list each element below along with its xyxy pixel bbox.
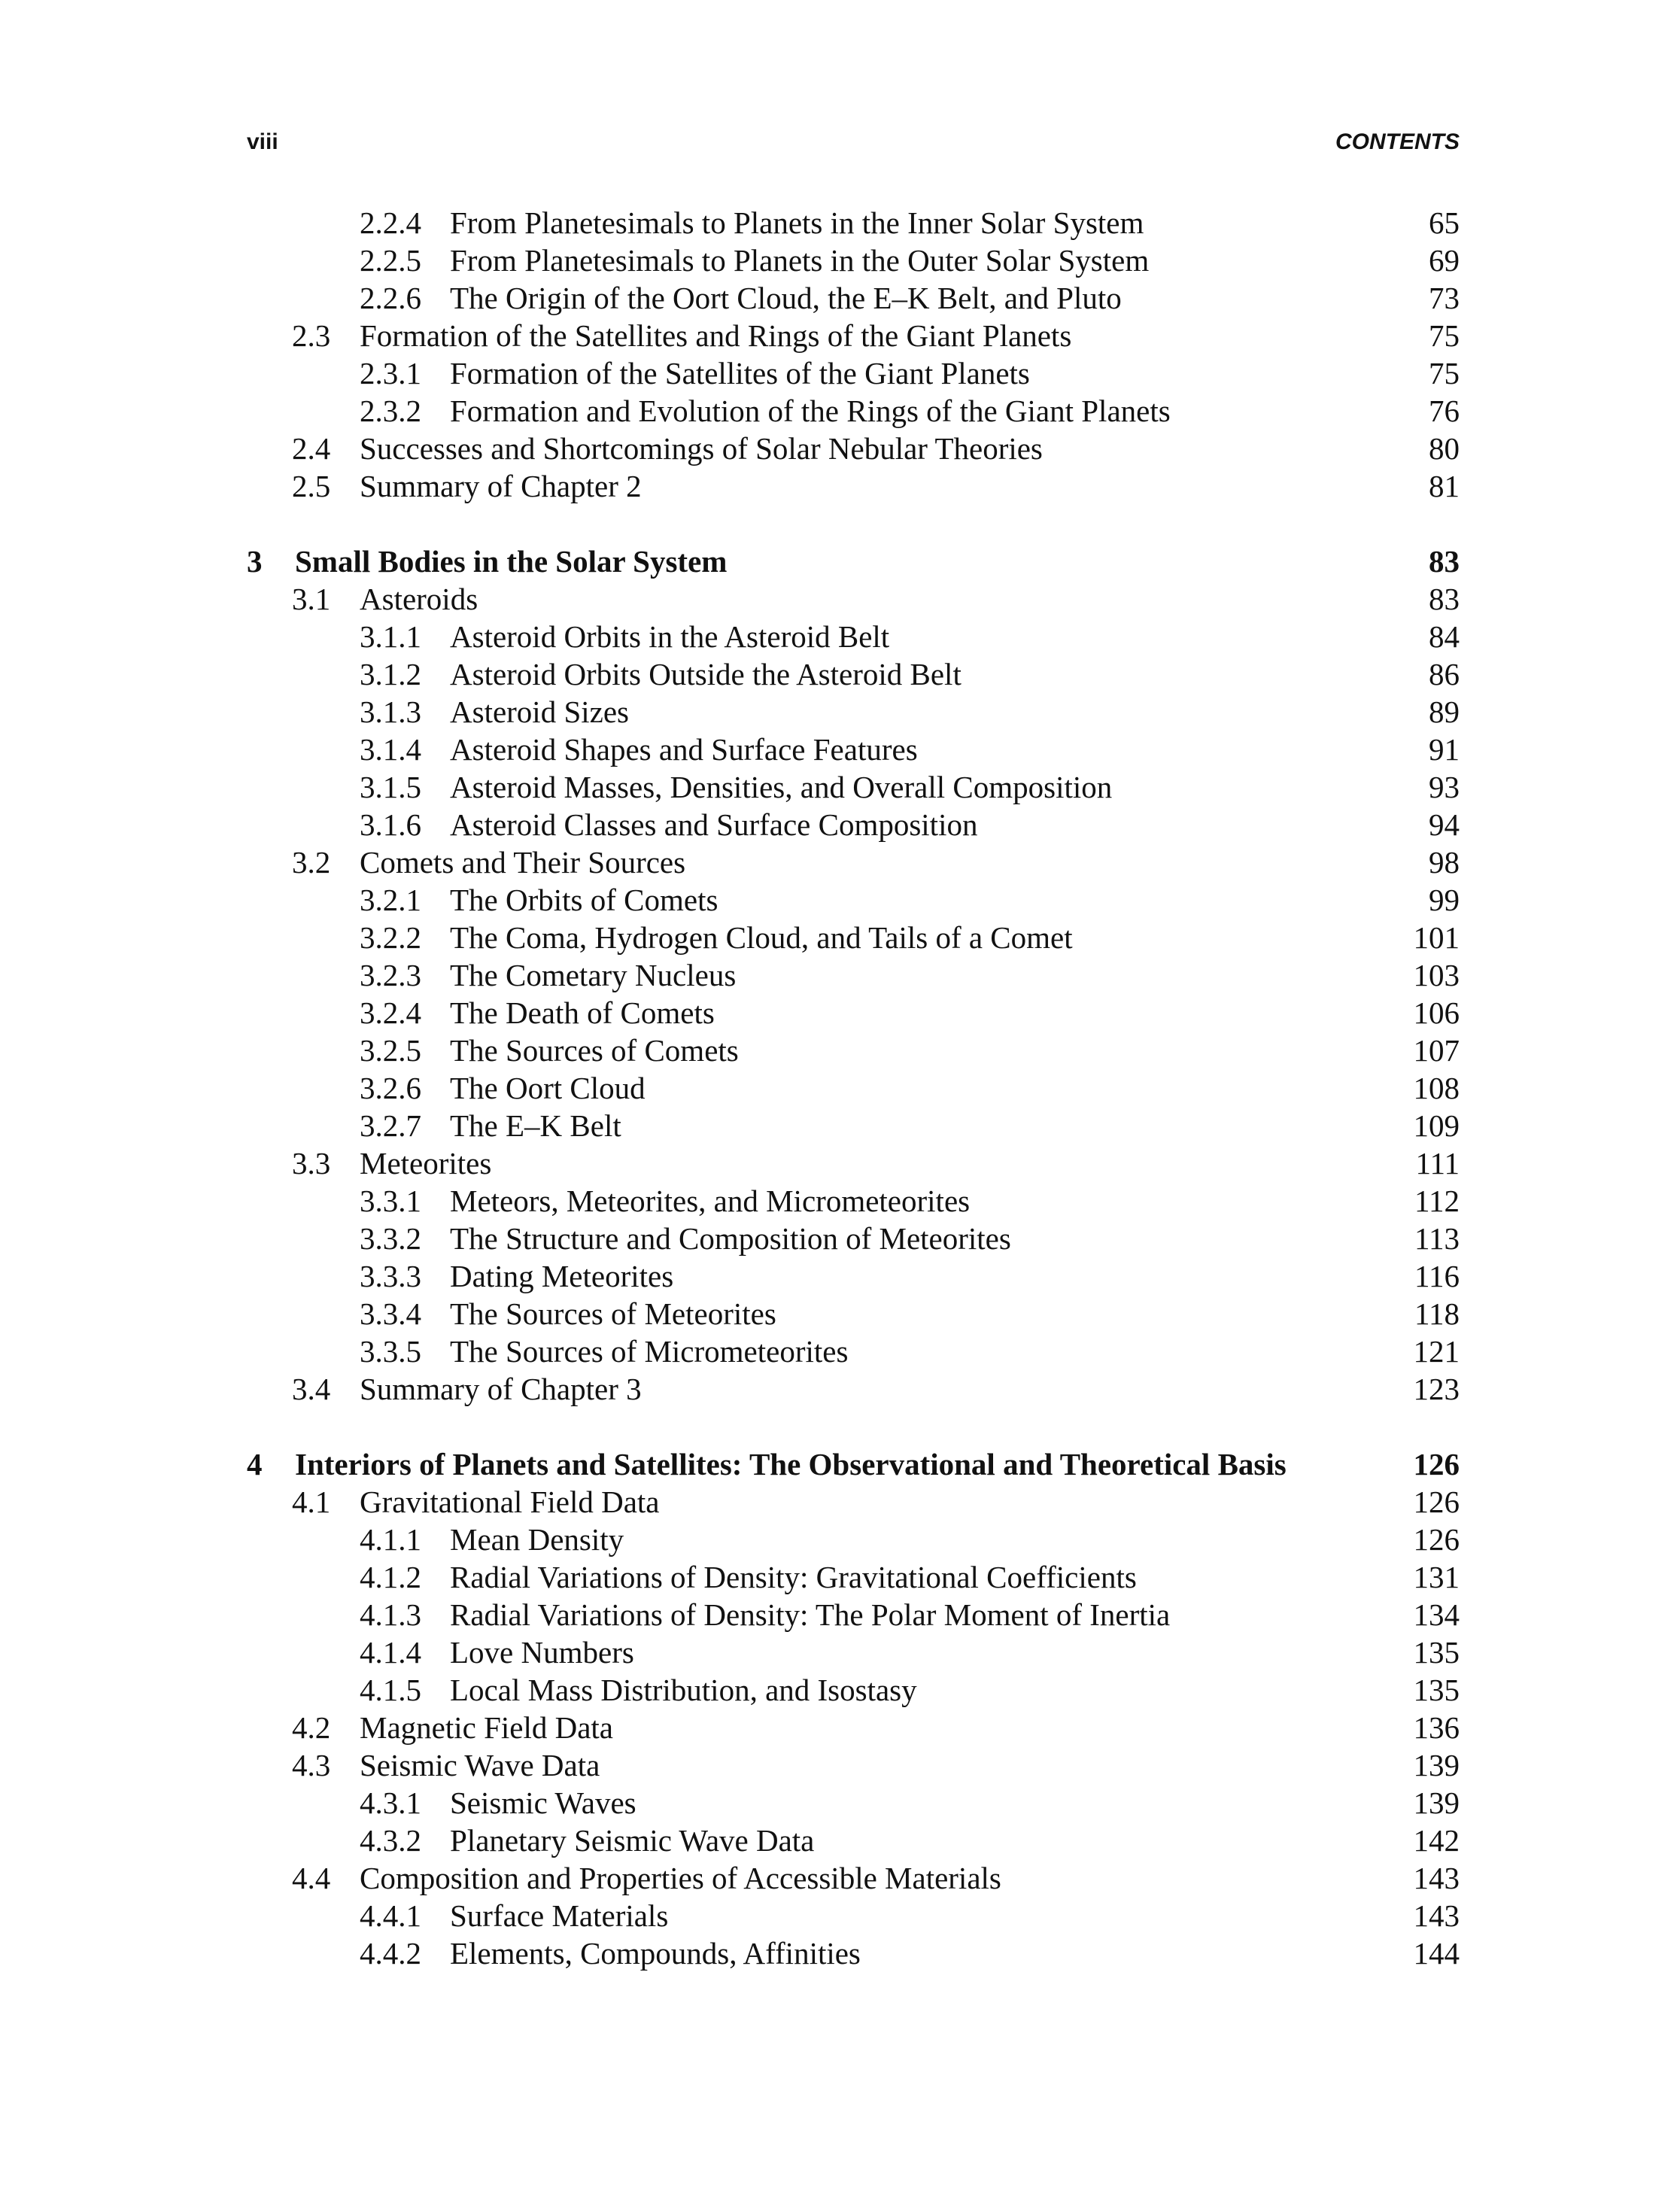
toc-entry-title: Asteroid Orbits Outside the Asteroid Belt (450, 657, 962, 691)
toc-entry-number: 3.1.4 (360, 732, 421, 767)
toc-entry-page: 89 (1429, 694, 1460, 729)
toc-section-entry (247, 1483, 1460, 1521)
toc-entry-title: Dating Meteorites (450, 1259, 674, 1293)
toc-entry-page: 91 (1429, 732, 1460, 767)
toc-section-entry (247, 430, 1460, 467)
toc-entry-title: Seismic Wave Data (360, 1748, 600, 1782)
toc-entry-number: 2.2.4 (360, 205, 421, 240)
toc-entry-page: 131 (1413, 1560, 1460, 1594)
toc-chapter-entry (247, 1445, 1460, 1483)
toc-subsection-entry (247, 1558, 1460, 1596)
toc-entry-title: Meteors, Meteorites, and Micrometeorites (450, 1184, 971, 1218)
toc-subsection-entry (247, 1521, 1460, 1558)
toc-subsection-entry (247, 1897, 1460, 1934)
toc-entry-page: 139 (1413, 1785, 1460, 1820)
toc-entry-page: 99 (1429, 883, 1460, 917)
toc-entry-number: 4.2 (292, 1710, 331, 1745)
toc-entry-title: Asteroid Sizes (450, 694, 629, 729)
toc-entry-number: 4.4 (292, 1861, 331, 1895)
toc-entry-title: Asteroid Classes and Surface Composition (450, 807, 978, 842)
toc-subsection-entry (247, 655, 1460, 693)
toc-entry-page: 81 (1429, 469, 1460, 503)
toc-entry-title: The Sources of Micrometeorites (450, 1334, 849, 1369)
toc-entry-number: 4.4.1 (360, 1898, 421, 1933)
toc-entry-title: The Orbits of Comets (450, 883, 718, 917)
toc-entry-number: 2.3 (292, 318, 331, 353)
toc-entry-page: 126 (1413, 1522, 1460, 1557)
toc-entry-title: The Origin of the Oort Cloud, the E–K Belt, and Pluto (450, 281, 1122, 315)
toc-entry-number: 2.2.6 (360, 281, 421, 315)
toc-entry-page: 108 (1413, 1071, 1460, 1105)
toc-entry-number: 3.3.4 (360, 1296, 421, 1331)
toc-entry-title: Small Bodies in the Solar System (295, 544, 728, 579)
toc-entry-title: Formation and Evolution of the Rings of the Giant Planets (450, 394, 1171, 428)
toc-entry-page: 69 (1429, 243, 1460, 278)
toc-section-entry (247, 317, 1460, 354)
toc-subsection-entry (247, 204, 1460, 242)
toc-entry-title: Summary of Chapter 2 (360, 469, 642, 503)
toc-entry-page: 121 (1413, 1334, 1460, 1369)
toc-entry-title: The Coma, Hydrogen Cloud, and Tails of a Comet (450, 920, 1073, 955)
toc-section-entry (247, 1370, 1460, 1408)
toc-entry-number: 2.2.5 (360, 243, 421, 278)
toc-entry-number: 3.3 (292, 1146, 331, 1181)
page-header (247, 129, 1460, 167)
toc-entry-title: The Oort Cloud (450, 1071, 646, 1105)
toc-subsection-entry (247, 1220, 1460, 1257)
toc-subsection-entry (247, 242, 1460, 279)
toc-subsection-entry (247, 1107, 1460, 1144)
toc-entry-number: 3.4 (292, 1372, 331, 1406)
toc-subsection-entry (247, 1333, 1460, 1370)
toc-entry-number: 2.3.2 (360, 394, 421, 428)
toc-subsection-entry (247, 279, 1460, 317)
toc-entry-title: Asteroid Orbits in the Asteroid Belt (450, 619, 890, 654)
toc-subsection-entry (247, 881, 1460, 919)
toc-entry-number: 3.2.2 (360, 920, 421, 955)
toc-entry-title: Planetary Seismic Wave Data (450, 1823, 815, 1858)
toc-entry-number: 3.1 (292, 582, 331, 616)
toc-entry-page: 135 (1413, 1673, 1460, 1707)
page-folio: viii (247, 129, 278, 154)
toc-entry-page: 135 (1413, 1635, 1460, 1670)
toc-entry-page: 94 (1429, 807, 1460, 842)
toc-entry-title: Love Numbers (450, 1635, 634, 1670)
toc-entry-title: Meteorites (360, 1146, 492, 1181)
toc-entry-page: 118 (1414, 1296, 1460, 1331)
toc-entry-title: The Cometary Nucleus (450, 958, 737, 992)
toc-entry-title: Formation of the Satellites and Rings of the Giant Planets (360, 318, 1072, 353)
toc-entry-page: 98 (1429, 845, 1460, 880)
toc-entry-page: 143 (1413, 1861, 1460, 1895)
toc-entry-title: The E–K Belt (450, 1108, 621, 1143)
toc-entry-number: 4.1.2 (360, 1560, 421, 1594)
toc-entry-page: 109 (1413, 1108, 1460, 1143)
toc-entry-number: 3.1.1 (360, 619, 421, 654)
toc-entry-number: 3.2 (292, 845, 331, 880)
toc-entry-title: Elements, Compounds, Affinities (450, 1936, 861, 1971)
toc-entry-number: 3.2.1 (360, 883, 421, 917)
toc-entry-number: 3.2.7 (360, 1108, 421, 1143)
toc-subsection-entry (247, 1032, 1460, 1069)
toc-entry-number: 4.3.1 (360, 1785, 421, 1820)
toc-entry-title: From Planetesimals to Planets in the Outer Solar System (450, 243, 1150, 278)
toc-entry-page: 80 (1429, 431, 1460, 466)
toc-entry-title: Asteroid Shapes and Surface Features (450, 732, 918, 767)
toc-entry-page: 83 (1429, 582, 1460, 616)
toc-entry-page: 123 (1413, 1372, 1460, 1406)
toc-subsection-entry (247, 806, 1460, 843)
toc-entry-page: 76 (1429, 394, 1460, 428)
toc-entry-title: The Sources of Meteorites (450, 1296, 776, 1331)
toc-section-entry (247, 467, 1460, 505)
toc-entry-page: 111 (1415, 1146, 1460, 1181)
toc-entry-title: Radial Variations of Density: The Polar Moment of Inertia (450, 1597, 1171, 1632)
toc-entry-page: 84 (1429, 619, 1460, 654)
toc-chapter-entry (247, 542, 1460, 580)
toc-subsection-entry (247, 392, 1460, 430)
toc-subsection-entry (247, 731, 1460, 768)
toc-entry-number: 4.3.2 (360, 1823, 421, 1858)
toc-subsection-entry (247, 354, 1460, 392)
toc-entry-number: 3.3.1 (360, 1184, 421, 1218)
toc-section-entry (247, 843, 1460, 881)
toc-section-entry (247, 1144, 1460, 1182)
toc-subsection-entry (247, 1182, 1460, 1220)
running-head: CONTENTS (1335, 129, 1460, 154)
toc-entry-title: Surface Materials (450, 1898, 669, 1933)
toc-subsection-entry (247, 1784, 1460, 1822)
toc-entry-number: 3.1.6 (360, 807, 421, 842)
toc-section-entry (247, 1709, 1460, 1746)
toc-subsection-entry (247, 693, 1460, 731)
toc-entry-number: 2.5 (292, 469, 331, 503)
toc-entry-page: 65 (1429, 205, 1460, 240)
toc-entry-title: Composition and Properties of Accessible Materials (360, 1861, 1001, 1895)
toc-subsection-entry (247, 1633, 1460, 1671)
toc-entry-number: 4.1.3 (360, 1597, 421, 1632)
toc-entry-title: Successes and Shortcomings of Solar Nebular Theories (360, 431, 1043, 466)
toc-subsection-entry (247, 1822, 1460, 1859)
toc-entry-number: 3.1.5 (360, 770, 421, 804)
toc-entry-page: 136 (1413, 1710, 1460, 1745)
toc-entry-title: Comets and Their Sources (360, 845, 686, 880)
toc-entry-number: 4.1.1 (360, 1522, 421, 1557)
table-of-contents (247, 204, 1460, 1972)
toc-entry-number: 4.4.2 (360, 1936, 421, 1971)
toc-entry-title: Asteroid Masses, Densities, and Overall Composition (450, 770, 1113, 804)
toc-entry-title: Seismic Waves (450, 1785, 636, 1820)
toc-entry-page: 86 (1429, 657, 1460, 691)
toc-entry-page: 113 (1414, 1221, 1460, 1256)
toc-entry-page: 144 (1413, 1936, 1460, 1971)
toc-entry-title: Radial Variations of Density: Gravitational Coefficients (450, 1560, 1137, 1594)
toc-entry-page: 112 (1414, 1184, 1460, 1218)
toc-section-entry (247, 1746, 1460, 1784)
toc-entry-number: 4.3 (292, 1748, 331, 1782)
toc-subsection-entry (247, 768, 1460, 806)
toc-entry-page: 75 (1429, 318, 1460, 353)
toc-entry-title: Summary of Chapter 3 (360, 1372, 642, 1406)
toc-entry-number: 3.1.2 (360, 657, 421, 691)
toc-entry-page: 143 (1413, 1898, 1460, 1933)
toc-entry-number: 4.1 (292, 1484, 331, 1519)
toc-entry-number: 3.3.3 (360, 1259, 421, 1293)
toc-subsection-entry (247, 956, 1460, 994)
toc-entry-number: 3.2.3 (360, 958, 421, 992)
toc-entry-page: 73 (1429, 281, 1460, 315)
toc-entry-page: 107 (1413, 1033, 1460, 1068)
toc-subsection-entry (247, 1934, 1460, 1972)
toc-entry-page: 106 (1413, 995, 1460, 1030)
toc-entry-page: 126 (1413, 1484, 1460, 1519)
toc-entry-title: Magnetic Field Data (360, 1710, 614, 1745)
toc-entry-number: 3.2.5 (360, 1033, 421, 1068)
toc-entry-number: 3.2.6 (360, 1071, 421, 1105)
toc-subsection-entry (247, 1671, 1460, 1709)
toc-entry-number: 3 (247, 544, 263, 579)
toc-entry-title: Local Mass Distribution, and Isostasy (450, 1673, 917, 1707)
toc-subsection-entry (247, 1257, 1460, 1295)
toc-entry-page: 103 (1413, 958, 1460, 992)
toc-entry-number: 3.3.2 (360, 1221, 421, 1256)
toc-entry-title: The Structure and Composition of Meteorites (450, 1221, 1011, 1256)
toc-subsection-entry (247, 618, 1460, 655)
toc-entry-number: 4.1.5 (360, 1673, 421, 1707)
toc-entry-title: The Death of Comets (450, 995, 715, 1030)
toc-entry-title: The Sources of Comets (450, 1033, 739, 1068)
toc-subsection-entry (247, 1069, 1460, 1107)
toc-subsection-entry (247, 994, 1460, 1032)
toc-entry-title: Asteroids (360, 582, 478, 616)
toc-entry-page: 116 (1414, 1259, 1460, 1293)
toc-subsection-entry (247, 1596, 1460, 1633)
toc-entry-title: Gravitational Field Data (360, 1484, 660, 1519)
toc-subsection-entry (247, 919, 1460, 956)
toc-entry-page: 101 (1413, 920, 1460, 955)
toc-entry-title: From Planetesimals to Planets in the Inner Solar System (450, 205, 1144, 240)
toc-section-entry (247, 580, 1460, 618)
toc-entry-page: 83 (1429, 544, 1460, 579)
toc-entry-number: 2.4 (292, 431, 331, 466)
toc-entry-number: 3.1.3 (360, 694, 421, 729)
toc-entry-page: 142 (1413, 1823, 1460, 1858)
toc-section-entry (247, 1859, 1460, 1897)
toc-entry-number: 2.3.1 (360, 356, 421, 390)
toc-entry-number: 3.2.4 (360, 995, 421, 1030)
toc-entry-page: 134 (1413, 1597, 1460, 1632)
toc-entry-page: 93 (1429, 770, 1460, 804)
toc-entry-page: 126 (1413, 1447, 1460, 1481)
toc-entry-page: 139 (1413, 1748, 1460, 1782)
toc-entry-title: Formation of the Satellites of the Giant Planets (450, 356, 1030, 390)
toc-entry-number: 4.1.4 (360, 1635, 421, 1670)
toc-entry-page: 75 (1429, 356, 1460, 390)
toc-entry-title: Mean Density (450, 1522, 624, 1557)
toc-entry-number: 4 (247, 1447, 263, 1481)
toc-subsection-entry (247, 1295, 1460, 1333)
toc-entry-title: Interiors of Planets and Satellites: The Observational and Theoretical Basis (295, 1447, 1287, 1481)
toc-entry-number: 3.3.5 (360, 1334, 421, 1369)
